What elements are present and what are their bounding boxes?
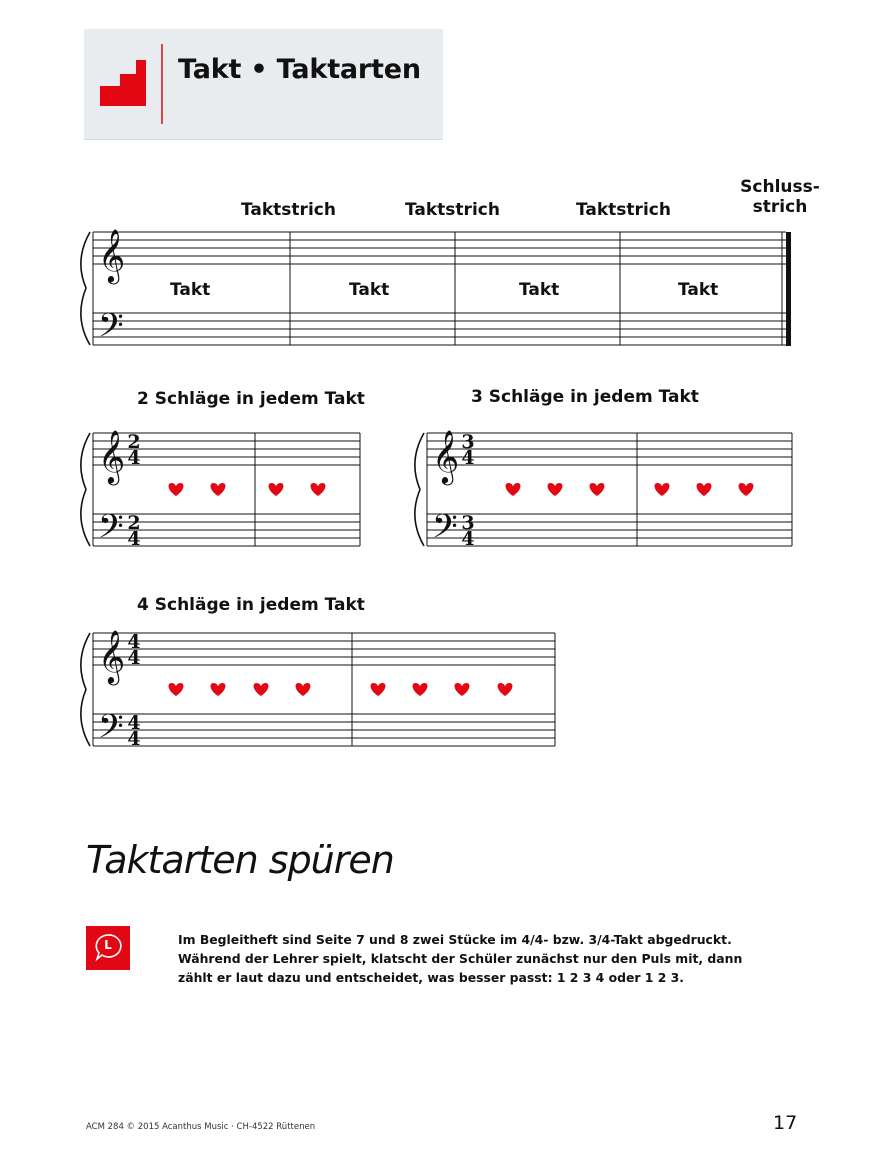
- teacher-note-text: Im Begleitheft sind Seite 7 und 8 zwei Stücke im 4/4- bzw. 3/4-Takt abgedruckt. Während der Lehrer spielt, klatscht der Schüler zunächst nur den Puls mit, dann zählt er laut dazu und entscheidet, was besser passt: 1 2 3 4 oder 1 2 3.: [178, 932, 743, 985]
- beat-heart-icon: [548, 483, 563, 496]
- measure-label: Takt: [678, 280, 719, 300]
- barline-label: Taktstrich: [405, 200, 500, 220]
- beat-heart-icon: [590, 483, 605, 496]
- time-signature-denominator: 4: [461, 528, 475, 550]
- beat-heart-icon: [739, 483, 754, 496]
- page-title: Takt • Taktarten: [178, 54, 421, 85]
- time-signature-staff: [415, 429, 792, 554]
- treble-clef-icon: 𝄞: [98, 429, 126, 483]
- time-signature-numerator: 3: [461, 431, 475, 453]
- time-signature-numerator: 2: [127, 512, 141, 534]
- beat-heart-icon: [697, 483, 712, 496]
- beat-heart-icon: [211, 683, 226, 696]
- beat-heart-icon: [413, 683, 428, 696]
- final-barline-label: Schluss- strich: [740, 177, 820, 217]
- time-signature-numerator: 4: [127, 631, 141, 653]
- beat-heart-icon: [211, 483, 226, 496]
- beat-heart-icon: [311, 483, 326, 496]
- treble-clef-icon: 𝄞: [98, 629, 126, 683]
- treble-clef-icon: 𝄞: [432, 429, 460, 483]
- beat-heart-icon: [498, 683, 513, 696]
- teacher-icon-letter: L: [104, 938, 112, 952]
- time-signature-caption: 4 Schläge in jedem Takt: [137, 595, 365, 615]
- time-signature-denominator: 4: [127, 647, 141, 669]
- time-signature-denominator: 4: [127, 447, 141, 469]
- bass-clef-icon: 𝄢: [432, 508, 458, 554]
- beat-heart-icon: [296, 683, 311, 696]
- bass-clef-icon: 𝄢: [98, 508, 124, 554]
- measure-label: Takt: [170, 280, 211, 300]
- beat-heart-icon: [269, 483, 284, 496]
- section-heading: Taktarten spüren: [86, 838, 394, 882]
- barline-label: Taktstrich: [576, 200, 671, 220]
- beat-heart-icon: [506, 483, 521, 496]
- barline-label: Taktstrich: [241, 200, 336, 220]
- time-signature-numerator: 2: [127, 431, 141, 453]
- time-signature-caption: 3 Schläge in jedem Takt: [471, 387, 699, 407]
- measure-label: Takt: [349, 280, 390, 300]
- bass-clef-icon: 𝄢: [98, 307, 124, 353]
- beat-heart-icon: [455, 683, 470, 696]
- time-signature-denominator: 4: [127, 528, 141, 550]
- time-signature-caption: 2 Schläge in jedem Takt: [137, 389, 365, 409]
- measure-label: Takt: [519, 280, 560, 300]
- beat-heart-icon: [655, 483, 670, 496]
- time-signature-numerator: 3: [461, 512, 475, 534]
- page-number: 17: [773, 1112, 798, 1134]
- footer-copyright: ACM 284 © 2015 Acanthus Music · CH-4522 Rüttenen: [86, 1122, 316, 1132]
- bass-clef-icon: 𝄢: [98, 708, 124, 754]
- beat-heart-icon: [254, 683, 269, 696]
- time-signature-staff: [81, 429, 360, 554]
- beat-heart-icon: [169, 683, 184, 696]
- time-signature-numerator: 4: [127, 712, 141, 734]
- time-signature-staff: [81, 629, 555, 754]
- beat-heart-icon: [371, 683, 386, 696]
- teacher-speech-icon: [86, 926, 130, 970]
- treble-clef-icon: 𝄞: [98, 228, 126, 282]
- beat-heart-icon: [169, 483, 184, 496]
- time-signature-denominator: 4: [127, 728, 141, 750]
- time-signature-denominator: 4: [461, 447, 475, 469]
